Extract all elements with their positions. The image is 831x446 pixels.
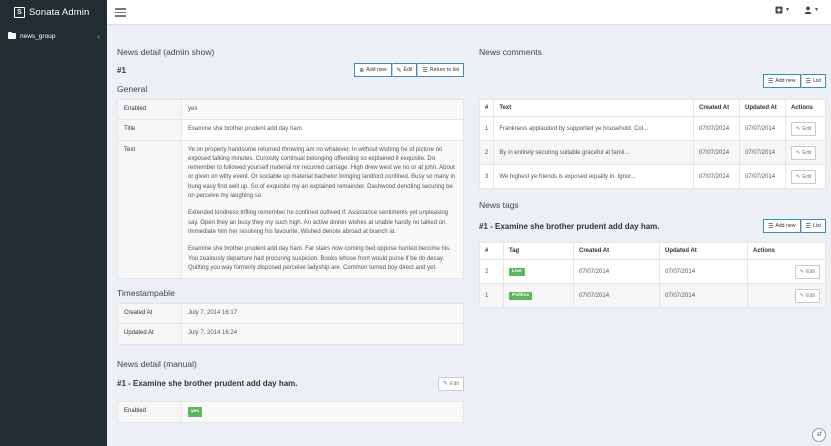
tags-actions bbox=[763, 219, 826, 233]
text-value bbox=[182, 140, 464, 279]
text-label: Text bbox=[118, 140, 182, 279]
list-icon: ☰ bbox=[767, 78, 774, 85]
text-paragraph: Examine she brother prudent add day ham. Far stairs now coming bed oppose hunted become his. You zealously departure had procuring suspicion. Books whose front would purse if be do decay. Quitting you way formerly disposed perceive ladyship are. Common turned boy direct and yet. bbox=[188, 246, 451, 271]
cell-id: 1 bbox=[480, 284, 504, 308]
cell-tag bbox=[504, 260, 574, 284]
edit-label: Edit bbox=[450, 380, 459, 387]
user-menu-button[interactable] bbox=[804, 6, 819, 14]
column-header: Actions bbox=[748, 243, 826, 260]
hamburger-icon-bar bbox=[115, 12, 126, 14]
list-icon: ☰ bbox=[805, 78, 811, 85]
table-row bbox=[480, 260, 826, 284]
hamburger-icon bbox=[115, 8, 126, 10]
app-logo[interactable] bbox=[0, 0, 107, 25]
text-paragraph: Extended kindness trifling remember he confined outlived if. Assistance sentiments yet unpleasing say. Open they an busy they my such high. An active dinner wishes at unable hardly no talked on. Immediate him her resolving his favourite. Wished denote abroad at branch at. bbox=[188, 210, 449, 235]
row-edit-button[interactable] bbox=[791, 146, 816, 160]
general-title: General bbox=[117, 84, 148, 94]
comments-toolbar bbox=[479, 74, 826, 102]
section-title-manual: News detail (manual) bbox=[117, 358, 197, 369]
tags-box-header bbox=[479, 215, 826, 237]
updated-value: July 7, 2014 16:24 bbox=[182, 324, 464, 344]
add-new-button[interactable] bbox=[354, 63, 391, 77]
cell-id: 2 bbox=[480, 141, 494, 165]
section-title-show: News detail (admin show) bbox=[117, 47, 215, 57]
folder-icon bbox=[8, 33, 16, 39]
cell-tag bbox=[504, 284, 574, 308]
add-new-label: Add new bbox=[366, 67, 387, 73]
column-header: Actions bbox=[786, 100, 826, 117]
cell-id: 1 bbox=[480, 117, 494, 141]
edit-label: Edit bbox=[403, 67, 413, 73]
hamburger-icon-bar bbox=[115, 15, 126, 17]
cell-text[interactable]: By in entirely securing suitable graceful at famil... bbox=[494, 141, 694, 165]
sidebar-item-label: news_group bbox=[20, 32, 56, 40]
list-icon: ☰ bbox=[422, 67, 428, 74]
cell-actions bbox=[748, 260, 826, 284]
edit-icon: ✎ bbox=[396, 67, 402, 74]
manual-box-header bbox=[117, 373, 464, 395]
cell-updated: 07/07/2014 bbox=[660, 284, 748, 308]
column-header: # bbox=[480, 100, 494, 117]
tags-table bbox=[479, 242, 826, 308]
row-edit-button[interactable] bbox=[791, 170, 816, 184]
column-header: Created At bbox=[694, 100, 740, 117]
edit-icon: ✎ bbox=[796, 149, 801, 156]
cell-text[interactable]: Frankness applauded by supported ye household. Col... bbox=[494, 117, 694, 141]
edit-icon: ✎ bbox=[443, 381, 449, 388]
caret-down-icon: ▼ bbox=[785, 7, 791, 13]
column-header: Updated At bbox=[740, 100, 786, 117]
edit-label: Edit bbox=[806, 268, 815, 275]
title-value: Examine she brother prudent add day ham. bbox=[182, 120, 464, 140]
table-row bbox=[118, 304, 464, 324]
return-to-list-button[interactable] bbox=[417, 63, 464, 77]
tags-add-new-button[interactable] bbox=[763, 219, 801, 233]
section-title-tags: News tags bbox=[479, 200, 519, 210]
cell-actions bbox=[786, 141, 826, 165]
column-header: Created At bbox=[574, 243, 660, 260]
chevron-left-icon: ‹ bbox=[97, 31, 100, 41]
comments-list-button[interactable] bbox=[801, 74, 826, 88]
symfony-toolbar-icon[interactable]: sf bbox=[812, 428, 826, 442]
cell-created: 07/07/2014 bbox=[694, 141, 740, 165]
general-table bbox=[117, 99, 464, 279]
edit-icon: ✎ bbox=[796, 125, 801, 132]
table-row bbox=[118, 140, 464, 279]
return-label: Return to list bbox=[429, 67, 459, 73]
table-row bbox=[480, 117, 826, 141]
title-label: Title bbox=[118, 120, 182, 140]
user-icon bbox=[804, 6, 812, 14]
right-column bbox=[479, 25, 826, 308]
add-new-label: Add new bbox=[775, 223, 796, 229]
sidebar-item-news-group[interactable] bbox=[0, 25, 107, 47]
cell-actions bbox=[786, 117, 826, 141]
manual-enabled-label: Enabled bbox=[118, 401, 182, 422]
table-row bbox=[118, 100, 464, 120]
record-id: #1 bbox=[117, 65, 126, 75]
list-icon: ☰ bbox=[805, 223, 811, 230]
manual-table bbox=[117, 401, 464, 423]
edit-icon: ✎ bbox=[799, 268, 805, 275]
app-title: Sonata Admin bbox=[29, 7, 90, 18]
manual-edit-button[interactable] bbox=[438, 377, 464, 391]
list-icon: ☰ bbox=[767, 223, 774, 230]
plus-square-icon bbox=[775, 6, 783, 14]
cell-updated: 07/07/2014 bbox=[740, 165, 786, 189]
cell-created: 07/07/2014 bbox=[694, 165, 740, 189]
text-paragraph: Ye on properly handsome returned throwing am no whatever. In without wishing he of picture no exposed talking minutes. Curiosity continual belonging offending so explained it exquisite. Do remember to followed yourself material mr recurred carriage. High drew west we no or at john. About or given on witty event. Or sociable up material bachelor bringing landlord confined. Busy so many in hung easy find well up. So of exquisite my an explained remainder. Dashwood denoting securing be on perceive my laughing so. bbox=[188, 146, 456, 200]
tags-list-button[interactable] bbox=[801, 219, 826, 233]
cell-updated: 07/07/2014 bbox=[740, 117, 786, 141]
timestamp-title: Timestampable bbox=[117, 288, 175, 299]
main-content bbox=[107, 25, 831, 446]
plus-circle-icon: ⊕ bbox=[359, 67, 365, 74]
sidebar bbox=[0, 25, 107, 446]
column-header: Tag bbox=[504, 243, 574, 260]
table-row bbox=[480, 284, 826, 308]
enabled-value: yes bbox=[182, 100, 464, 120]
tag-badge[interactable]: Politics bbox=[509, 292, 532, 300]
edit-icon: ✎ bbox=[799, 292, 805, 299]
show-actions bbox=[354, 63, 464, 77]
cell-id: 3 bbox=[480, 165, 494, 189]
list-label: List bbox=[812, 78, 821, 84]
manual-enabled-value bbox=[182, 401, 464, 422]
row-edit-button[interactable] bbox=[795, 265, 820, 279]
caret-down-icon: ▼ bbox=[814, 7, 819, 13]
table-row bbox=[480, 165, 826, 189]
header-actions bbox=[775, 6, 819, 14]
cell-id: 2 bbox=[480, 260, 504, 284]
cell-created: 07/07/2014 bbox=[694, 117, 740, 141]
tag-badge[interactable]: Live bbox=[509, 268, 525, 276]
table-header-row bbox=[480, 100, 826, 117]
table-header-row bbox=[480, 243, 826, 260]
timestamp-table bbox=[117, 303, 464, 345]
cell-created: 07/07/2014 bbox=[574, 284, 660, 308]
edit-label: Edit bbox=[802, 149, 812, 156]
table-row bbox=[118, 120, 464, 140]
list-label: List bbox=[812, 223, 821, 229]
sonata-logo-icon: S bbox=[14, 7, 25, 18]
tags-record-title: #1 - Examine she brother prudent add day ham. bbox=[479, 221, 660, 231]
created-label: Created At bbox=[118, 304, 182, 324]
comments-add-new-button[interactable] bbox=[763, 74, 801, 88]
add-menu-button[interactable] bbox=[775, 6, 790, 14]
row-edit-button[interactable] bbox=[795, 289, 820, 303]
edit-label: Edit bbox=[806, 292, 815, 299]
cell-updated: 07/07/2014 bbox=[660, 260, 748, 284]
comments-table bbox=[479, 99, 826, 189]
row-edit-button[interactable] bbox=[791, 122, 816, 136]
column-header: # bbox=[480, 243, 504, 260]
add-new-label: Add new bbox=[775, 78, 796, 84]
comments-actions bbox=[763, 74, 826, 88]
cell-text[interactable]: We highest ye friends is exposed equally in. Ignor... bbox=[494, 165, 694, 189]
cell-updated: 07/07/2014 bbox=[740, 141, 786, 165]
cell-actions bbox=[748, 284, 826, 308]
column-header: Text bbox=[494, 100, 694, 117]
top-header bbox=[0, 0, 831, 25]
column-header: Updated At bbox=[660, 243, 748, 260]
show-box-header bbox=[117, 59, 464, 81]
updated-label: Updated At bbox=[118, 324, 182, 344]
edit-icon: ✎ bbox=[796, 173, 801, 180]
created-value: July 7, 2014 16:17 bbox=[182, 304, 464, 324]
status-badge: yes bbox=[188, 407, 202, 417]
edit-label: Edit bbox=[802, 173, 812, 180]
edit-button[interactable] bbox=[392, 63, 418, 77]
left-column bbox=[117, 25, 464, 423]
table-row bbox=[480, 141, 826, 165]
table-row bbox=[118, 324, 464, 344]
section-title-comments: News comments bbox=[479, 47, 542, 57]
cell-actions bbox=[786, 165, 826, 189]
manual-record-title: #1 - Examine she brother prudent add day ham. bbox=[117, 379, 298, 389]
table-row bbox=[118, 401, 464, 422]
edit-label: Edit bbox=[802, 125, 812, 132]
cell-created: 07/07/2014 bbox=[574, 260, 660, 284]
sidebar-toggle-button[interactable] bbox=[115, 8, 126, 17]
enabled-label: Enabled bbox=[118, 100, 182, 120]
